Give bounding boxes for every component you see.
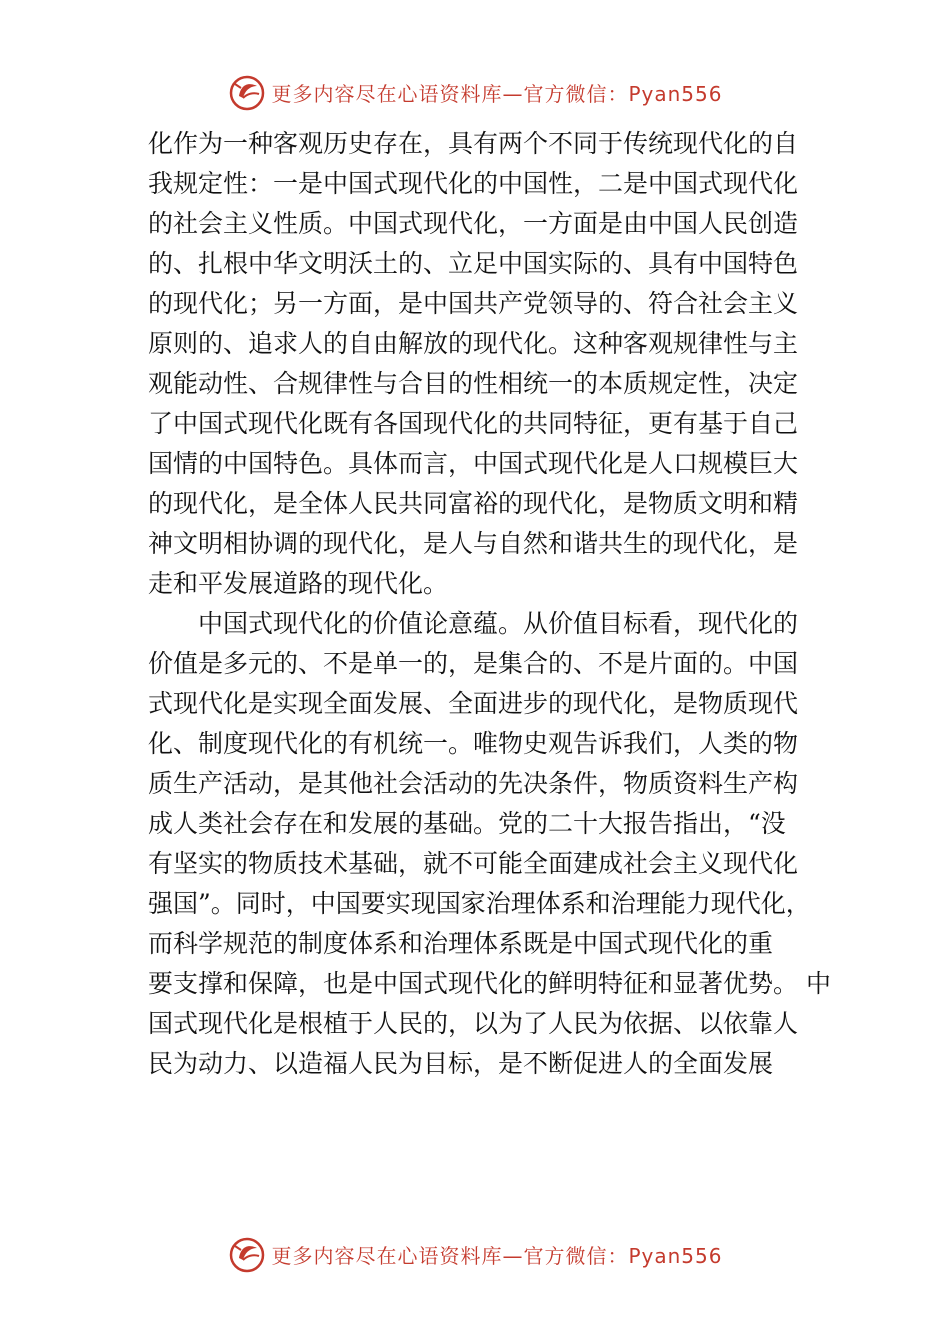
text-line: 化、制度现代化的有机统一。唯物史观告诉我们，人类的物 bbox=[148, 729, 799, 758]
header-banner bbox=[0, 70, 950, 114]
text-line: 的现代化，是全体人民共同富裕的现代化，是物质文明和精 bbox=[148, 489, 799, 518]
text-line: 的现代化；另一方面，是中国共产党领导的、符合社会主义 bbox=[148, 289, 799, 318]
text-line: 强国”。同时，中国要实现国家治理体系和治理能力现代化， bbox=[148, 889, 811, 918]
text-line: 观能动性、合规律性与合目的性相统一的本质规定性，决定 bbox=[148, 369, 799, 398]
text-line: 走和平发展道路的现代化。 bbox=[148, 569, 449, 598]
paragraph bbox=[148, 604, 831, 1084]
text-line: 的、扎根中华文明沃土的、立足中国实际的、具有中国特色 bbox=[148, 249, 799, 278]
text-line: 式现代化是实现全面发展、全面进步的现代化，是物质现代 bbox=[148, 689, 799, 718]
text-line: 有坚实的物质技术基础，就不可能全面建成社会主义现代化 bbox=[148, 849, 799, 878]
text-line: 中国式现代化的价值论意蕴。从价值目标看，现代化的 bbox=[198, 609, 799, 638]
text-line: 化作为一种客观历史存在，具有两个不同于传统现代化的自 bbox=[148, 129, 799, 158]
document-body bbox=[148, 124, 831, 1084]
tulip-logo-icon bbox=[227, 72, 267, 112]
text-line: 民为动力、以造福人民为目标，是不断促进人的全面发展 bbox=[148, 1049, 774, 1078]
text-line: 神文明相协调的现代化，是人与自然和谐共生的现代化，是 bbox=[148, 529, 799, 558]
text-line: 原则的、追求人的自由解放的现代化。这种客观规律性与主 bbox=[148, 329, 799, 358]
text-line: 而科学规范的制度体系和治理体系既是中国式现代化的重 bbox=[148, 929, 774, 958]
text-line: 国式现代化是根植于人民的，以为了人民为依据、以依靠人 bbox=[148, 1009, 799, 1038]
text-line: 了中国式现代化既有各国现代化的共同特征，更有基于自己 bbox=[148, 409, 799, 438]
text-line: 我规定性：一是中国式现代化的中国性，二是中国式现代化 bbox=[148, 169, 799, 198]
banner-text: 更多内容尽在心语资料库—官方微信：Pyan556 bbox=[271, 81, 723, 106]
text-line: 价值是多元的、不是单一的，是集合的、不是片面的。中国 bbox=[148, 649, 799, 678]
text-line: 要支撑和保障，也是中国式现代化的鲜明特征和显著优势。 中 bbox=[148, 969, 831, 998]
tulip-logo-icon bbox=[227, 1234, 267, 1274]
paragraph bbox=[148, 124, 828, 604]
banner-text: 更多内容尽在心语资料库—官方微信：Pyan556 bbox=[271, 1243, 723, 1268]
text-line: 质生产活动，是其他社会活动的先决条件，物质资料生产构 bbox=[148, 769, 799, 798]
text-line: 的社会主义性质。中国式现代化，一方面是由中国人民创造 bbox=[148, 209, 799, 238]
text-line: 成人类社会存在和发展的基础。党的二十大报告指出，“没 bbox=[148, 809, 786, 838]
footer-banner bbox=[0, 1232, 950, 1276]
text-line: 国情的中国特色。具体而言，中国式现代化是人口规模巨大 bbox=[148, 449, 799, 478]
